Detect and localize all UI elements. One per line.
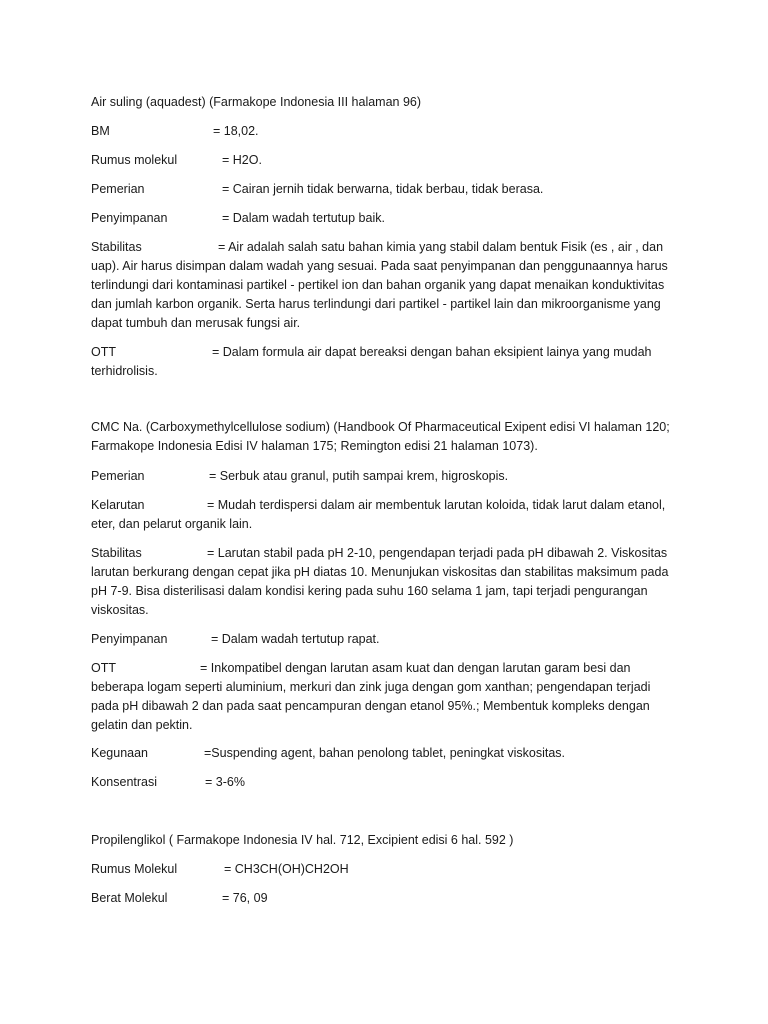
field-label: BM: [91, 124, 110, 138]
field-value: = Serbuk atau granul, putih sampai krem, higroskopis.: [209, 469, 509, 483]
field-label: OTT: [91, 345, 116, 359]
field-label: Pemerian: [91, 182, 145, 196]
field-rumus-molekul: [91, 151, 262, 170]
field-pemerian: [91, 180, 543, 199]
field-pemerian: [91, 467, 508, 486]
field-kegunaan: [91, 744, 565, 763]
field-value: = 3-6%: [205, 775, 245, 789]
field-stabilitas: [91, 238, 679, 333]
field-label: Pemerian: [91, 469, 145, 483]
field-value: = Larutan stabil pada pH 2-10, pengendapan terjadi pada pH dibawah 2. Viskositas larutan berkurang dengan cepat jika pH diatas 10. Menunjukan viskositas dan stabilitas maksimum pada pH 7-9. Bisa disterilisasi dalam kondisi kering pada suhu 160 selama 1 jam, tapi terjadi pengurangan viskositas.: [91, 546, 669, 617]
field-label: Penyimpanan: [91, 211, 168, 225]
field-value: = 18,02.: [213, 124, 259, 138]
field-label: Rumus Molekul: [91, 862, 178, 876]
field-value: = Mudah terdispersi dalam air membentuk larutan koloida, tidak larut dalam etanol, eter, dan pelarut organik lain.: [91, 498, 666, 531]
field-kelarutan: [91, 496, 679, 534]
field-label: Stabilitas: [91, 546, 142, 560]
field-bm: [91, 122, 259, 141]
field-label: Stabilitas: [91, 240, 142, 254]
field-konsentrasi: [91, 773, 245, 792]
field-berat-molekul: [91, 889, 268, 908]
field-penyimpanan: [91, 209, 385, 228]
field-label: Kegunaan: [91, 746, 149, 760]
field-value: = Dalam wadah tertutup rapat.: [211, 632, 380, 646]
section-heading-propilenglikol: Propilenglikol ( Farmakope Indonesia IV hal. 712, Excipient edisi 6 hal. 592 ): [91, 833, 514, 847]
field-rumus-molekul: [91, 860, 349, 879]
field-label: Penyimpanan: [91, 632, 168, 646]
field-label: Rumus molekul: [91, 153, 178, 167]
field-label: Kelarutan: [91, 498, 145, 512]
field-ott: [91, 659, 679, 735]
section-heading-cmc: CMC Na. (Carboxymethylcellulose sodium) (Handbook Of Pharmaceutical Exipent edisi VI halaman 120; Farmakope Indonesia Edisi IV halaman 175; Remington edisi 21 halaman 1073).: [91, 420, 670, 453]
field-label: Berat Molekul: [91, 891, 168, 905]
field-label: OTT: [91, 661, 116, 675]
field-value: = CH3CH(OH)CH2OH: [224, 862, 349, 876]
field-value: = 76, 09: [222, 891, 268, 905]
field-penyimpanan: [91, 630, 380, 649]
field-value: = H2O.: [222, 153, 262, 167]
field-value: = Dalam wadah tertutup baik.: [222, 211, 385, 225]
field-label: Konsentrasi: [91, 775, 158, 789]
section-heading-air: Air suling (aquadest) (Farmakope Indonesia III halaman 96): [91, 95, 422, 109]
field-value: = Air adalah salah satu bahan kimia yang stabil dalam bentuk Fisik (es , air , dan uap). Air harus disimpan dalam wadah yang sesuai. Pada saat penyimpanan dan penggunaannya harus terlindungi dari kontaminasi partikel - pertikel ion dan bahan organik yang dapat menaikan konduktivitas dan jumlah karbon organik. Serta harus terlindungi dari partikel - partikel lain dan mikroorganisme yang dapat tumbuh dan merusak fungsi air.: [91, 240, 668, 330]
field-value: = Inkompatibel dengan larutan asam kuat dan dengan larutan garam besi dan beberapa logam seperti aluminium, merkuri dan zink juga dengan gom xanthan; pengendapan terjadi pada pH dibawah 2 dan pada saat pencampuran dengan etanol 95%.; Membentuk kompleks dengan gelatin dan pektin.: [91, 661, 651, 732]
field-ott: [91, 343, 679, 381]
field-value: = Cairan jernih tidak berwarna, tidak berbau, tidak berasa.: [222, 182, 544, 196]
field-value: =Suspending agent, bahan penolong tablet, peningkat viskositas.: [204, 746, 566, 760]
field-stabilitas: [91, 544, 679, 620]
field-value: = Dalam formula air dapat bereaksi dengan bahan eksipient lainya yang mudah terhidrolisis.: [91, 345, 652, 378]
